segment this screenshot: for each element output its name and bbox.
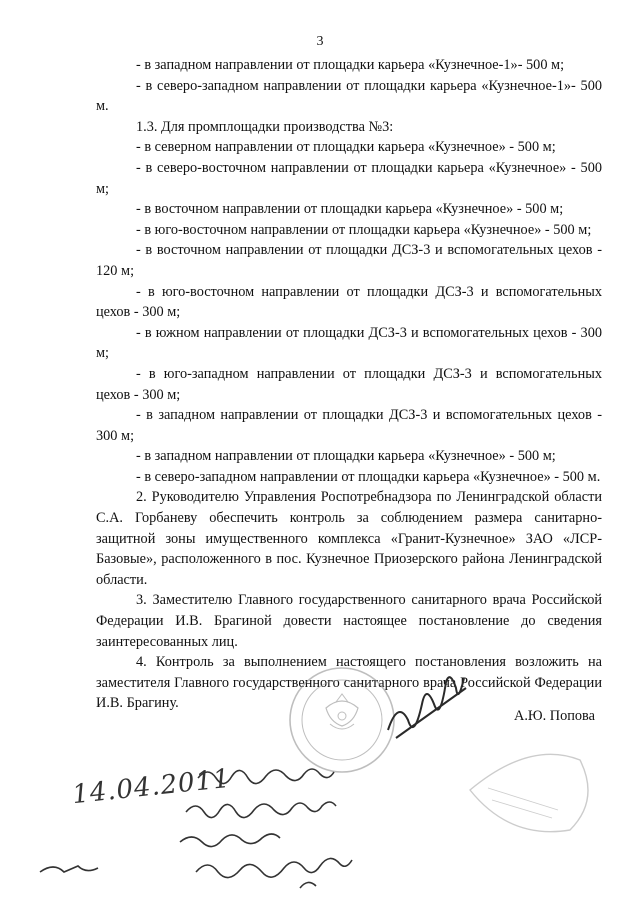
paragraph: - в северном направлении от площадки карьера «Кузнечное» - 500 м; [136, 139, 556, 156]
paragraph: - в юго-восточном направлении от площадки карьера «Кузнечное» - 500 м; [136, 221, 592, 238]
paragraph: - в юго-западном направлении от площадки ДСЗ-3 и вспомогательных цехов - 300 м; [96, 365, 602, 403]
paragraph: 2. Руководителю Управления Роспотребнадзора по Ленинградской области С.А. Горбаневу обеспечить контроль за соблюдением размера санитарно-защитной зоны имущественного комплекса «Гранит-Кузнечное» ЗАО «ЛСР-Базовые», расположенного в пос. Кузнечное Приозерского района Ленинградской области. [96, 489, 602, 588]
paragraph: - в южном направлении от площадки ДСЗ-3 и вспомогательных цехов - 300 м; [96, 324, 602, 362]
paragraph: - в восточном направлении от площадки карьера «Кузнечное» - 500 м; [136, 201, 564, 218]
paragraph: - в западном направлении от площадки карьера «Кузнечное-1»- 500 м; [136, 57, 565, 73]
paragraph: - в западном направлении от площадки карьера «Кузнечное» - 500 м; [136, 448, 556, 465]
paragraph: - в северо-западном направлении от площадки карьера «Кузнечное-1»- 500 м. [96, 77, 602, 115]
paragraph: - в западном направлении от площадки ДСЗ-3 и вспомогательных цехов - 300 м; [96, 407, 602, 444]
paragraph: - в северо-западном направлении от площадки карьера «Кузнечное» - 500 м. [136, 468, 601, 485]
page-number: 3 [316, 34, 324, 49]
registration-stamp [470, 754, 588, 831]
paragraph: - в северо-восточном направлении от площадки карьера «Кузнечное» - 500 м; [96, 159, 602, 197]
handwritten-date: 14.04.2011 [70, 763, 233, 811]
paragraph: 1.3. Для промплощадки производства №3: [136, 118, 394, 135]
paragraph: 4. Контроль за выполнением настоящего постановления возложить на заместителя Главного государственного санитарного врача Российской Федерации И.В. Брагину. [96, 654, 602, 712]
signature-scribble [388, 677, 466, 738]
paragraph: - в восточном направлении от площадки ДСЗ-3 и вспомогательных цехов - 120 м; [96, 242, 602, 279]
paragraph: - в юго-восточном направлении от площадки ДСЗ-3 и вспомогательных цехов - 300 м; [96, 283, 602, 321]
signer-name: А.Ю. Попова [514, 708, 595, 724]
paragraph: 3. Заместителю Главного государственного санитарного врача Российской Федерации И.В. Брагиной довести настоящее постановление до сведения заинтересованных лиц. [96, 592, 602, 650]
